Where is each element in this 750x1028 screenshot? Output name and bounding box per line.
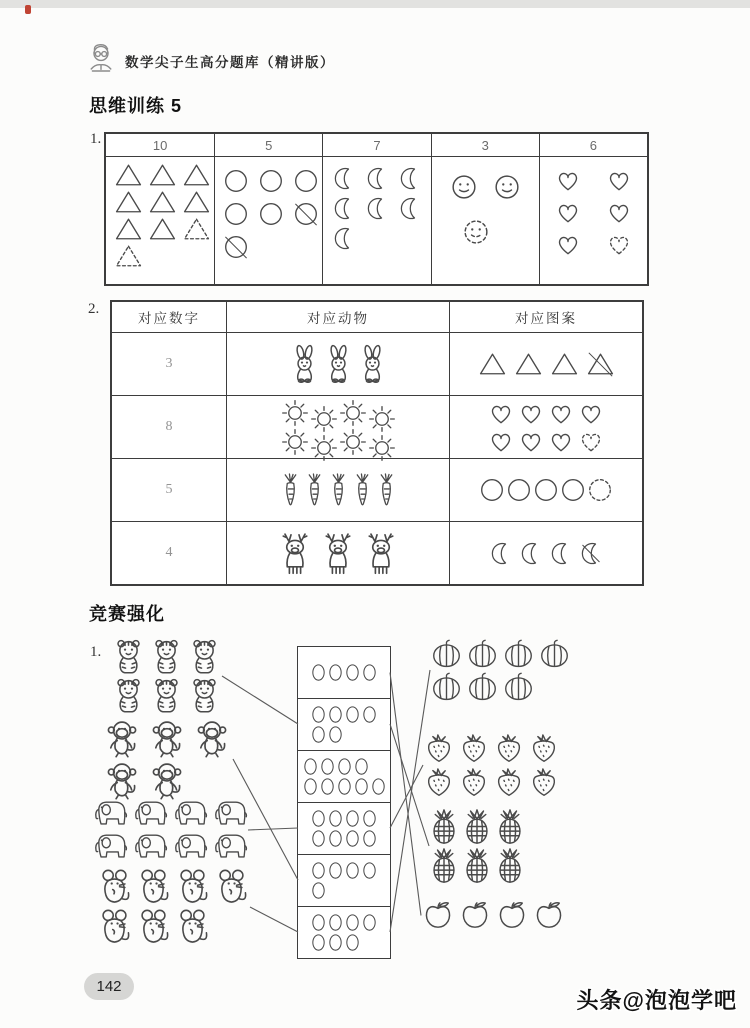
monkey-shape bbox=[101, 760, 143, 800]
table-row bbox=[112, 459, 642, 522]
circle-shape bbox=[258, 201, 284, 227]
match-line bbox=[248, 828, 298, 830]
heart-shape bbox=[487, 400, 515, 426]
heart-shape bbox=[517, 428, 545, 454]
book-title: 数学尖子生高分题库（精讲版） bbox=[125, 54, 335, 70]
oval-shape bbox=[371, 777, 386, 796]
oval-shape bbox=[311, 913, 326, 932]
sun-shape bbox=[310, 405, 338, 433]
circle-shape bbox=[293, 168, 319, 194]
tiger-shape bbox=[111, 677, 146, 714]
elephant-shape bbox=[211, 831, 248, 862]
pineapple-shape bbox=[429, 808, 459, 845]
oval-shape bbox=[337, 777, 352, 796]
heart-dashed-shape bbox=[577, 428, 605, 454]
oval-shape bbox=[311, 829, 326, 848]
count-label: 10 bbox=[152, 137, 168, 153]
smiley-shape bbox=[493, 173, 521, 201]
mouse-shape bbox=[175, 908, 211, 946]
oval-shape bbox=[311, 861, 326, 880]
oval-shape bbox=[328, 809, 343, 828]
mascot-reading-icon bbox=[86, 42, 116, 79]
count-label: 6 bbox=[539, 134, 647, 156]
smiley-dashed-shape bbox=[462, 218, 490, 246]
carrot-cell bbox=[226, 459, 449, 522]
moon-shape bbox=[400, 166, 420, 191]
oval-shape bbox=[362, 829, 377, 848]
triangle-shape bbox=[114, 189, 143, 215]
match-line bbox=[390, 765, 423, 828]
oval-shape bbox=[311, 809, 326, 828]
oval-shape bbox=[303, 757, 318, 776]
strawberry-shape bbox=[423, 732, 455, 764]
count-label: 7 bbox=[322, 134, 430, 156]
heart-shape bbox=[554, 167, 582, 193]
count-box-8 bbox=[298, 802, 390, 854]
pumpkin-shape bbox=[430, 671, 463, 702]
smiley-cell bbox=[431, 157, 539, 284]
oval-shape bbox=[345, 861, 360, 880]
number-cell: 8 bbox=[112, 396, 226, 459]
strawberry-shape bbox=[528, 732, 560, 764]
oval-shape bbox=[354, 757, 369, 776]
scan-artifact-dot bbox=[25, 5, 31, 14]
oval-shape bbox=[311, 663, 326, 682]
exercise2-header-row bbox=[112, 302, 642, 333]
moon-shape bbox=[367, 166, 387, 191]
moon-shape bbox=[400, 196, 420, 221]
pumpkin-shape bbox=[430, 638, 463, 669]
apple-group bbox=[421, 900, 566, 931]
pumpkin-group bbox=[430, 638, 571, 702]
heart-cell bbox=[539, 157, 647, 284]
heart-shape bbox=[554, 231, 582, 257]
exercise1-body-row bbox=[106, 157, 647, 284]
rabbit-shape bbox=[289, 344, 320, 385]
sun-shape bbox=[281, 399, 309, 427]
oval-shape bbox=[337, 757, 352, 776]
column-header-animal: 对应动物 bbox=[226, 302, 449, 333]
strawberry-shape bbox=[493, 732, 525, 764]
triangle-shape bbox=[182, 189, 211, 215]
table-row bbox=[112, 522, 642, 584]
oval-shape bbox=[328, 913, 343, 932]
table-row bbox=[112, 396, 642, 459]
heart-shape bbox=[605, 167, 633, 193]
oval-shape bbox=[345, 663, 360, 682]
tiger-shape bbox=[187, 638, 222, 675]
pumpkin-shape bbox=[502, 638, 535, 669]
apple-shape bbox=[495, 900, 529, 931]
monkey-shape bbox=[101, 718, 143, 758]
carrot-shape bbox=[304, 472, 325, 508]
circle-shape bbox=[258, 168, 284, 194]
number-cell: 3 bbox=[112, 333, 226, 396]
pineapple-shape bbox=[462, 847, 492, 884]
elephant-shape bbox=[211, 798, 248, 829]
oval-shape bbox=[362, 861, 377, 880]
circle-shape bbox=[479, 477, 505, 503]
number-cell: 4 bbox=[165, 545, 173, 560]
pineapple-shape bbox=[495, 847, 525, 884]
moon-shape bbox=[334, 196, 354, 221]
monkey-shape bbox=[146, 760, 188, 800]
match-line bbox=[390, 670, 430, 932]
match-line bbox=[390, 673, 421, 916]
oval-shape bbox=[345, 913, 360, 932]
triangle-shape bbox=[514, 351, 543, 377]
match-line bbox=[222, 676, 298, 724]
deer-shape bbox=[361, 532, 401, 575]
pumpkin-shape bbox=[466, 638, 499, 669]
oval-shape bbox=[311, 725, 326, 744]
carrot-shape bbox=[376, 472, 397, 508]
triangle-pattern-cell bbox=[449, 333, 642, 396]
strawberry-shape bbox=[458, 766, 490, 798]
matching-exercise bbox=[85, 638, 665, 974]
moon-shape bbox=[367, 196, 387, 221]
count-box-5 bbox=[298, 854, 390, 906]
section-title-thinking-training: 思维训练 5 bbox=[89, 96, 183, 116]
circle-pattern-cell bbox=[449, 459, 642, 522]
heart-shape bbox=[577, 400, 605, 426]
monkey-shape bbox=[191, 718, 233, 758]
triangle-shape bbox=[114, 216, 143, 242]
heart-shape bbox=[487, 428, 515, 454]
pineapple-shape bbox=[462, 808, 492, 845]
triangle-shape bbox=[114, 162, 143, 188]
deer-cell bbox=[226, 522, 449, 584]
smiley-shape bbox=[450, 173, 478, 201]
watermark: 头条@泡泡学吧 bbox=[576, 988, 737, 1013]
tiger-shape bbox=[111, 638, 146, 675]
pumpkin-shape bbox=[538, 638, 571, 669]
strawberry-shape bbox=[458, 732, 490, 764]
oval-shape bbox=[345, 933, 360, 952]
column-header-pattern: 对应图案 bbox=[449, 302, 642, 333]
circle-shape bbox=[560, 477, 586, 503]
triangle-dashed-shape bbox=[114, 243, 143, 269]
exercise2-rows bbox=[112, 333, 642, 584]
strawberry-shape bbox=[423, 766, 455, 798]
deer-shape bbox=[275, 532, 315, 575]
pumpkin-shape bbox=[502, 671, 535, 702]
elephant-shape bbox=[91, 831, 128, 862]
pineapple-shape bbox=[429, 847, 459, 884]
book-header bbox=[86, 42, 335, 79]
oval-shape bbox=[320, 757, 335, 776]
tiger-shape bbox=[187, 677, 222, 714]
sun-shape bbox=[339, 428, 367, 456]
circle-crossed-shape bbox=[293, 201, 319, 227]
heart-pattern-cell bbox=[449, 396, 642, 459]
mouse-shape bbox=[97, 908, 133, 946]
heart-shape bbox=[547, 400, 575, 426]
oval-shape bbox=[311, 705, 326, 724]
heart-shape bbox=[517, 400, 545, 426]
strawberry-group bbox=[423, 732, 560, 798]
number-cell: 5 bbox=[112, 459, 226, 522]
elephant-shape bbox=[171, 798, 208, 829]
count-box-6 bbox=[298, 698, 390, 750]
count-box-9 bbox=[298, 750, 390, 802]
tiger-shape bbox=[149, 677, 184, 714]
count-box-7 bbox=[298, 906, 390, 958]
moon-pattern-cell bbox=[449, 522, 642, 584]
triangle-cell bbox=[106, 157, 214, 284]
circle-dashed-shape bbox=[587, 477, 613, 503]
oval-shape bbox=[328, 705, 343, 724]
moon-cell bbox=[322, 157, 430, 284]
carrot-shape bbox=[352, 472, 373, 508]
oval-shape bbox=[328, 829, 343, 848]
oval-shape bbox=[303, 777, 318, 796]
oval-shape bbox=[345, 809, 360, 828]
moon-shape bbox=[521, 541, 541, 566]
moon-shape bbox=[551, 541, 571, 566]
heart-shape bbox=[605, 199, 633, 225]
oval-shape bbox=[362, 705, 377, 724]
moon-shape bbox=[334, 226, 354, 251]
circle-shape bbox=[533, 477, 559, 503]
heart-dashed-shape bbox=[605, 231, 633, 257]
mouse-shape bbox=[214, 868, 250, 906]
heart-shape bbox=[554, 199, 582, 225]
carrot-shape bbox=[280, 472, 301, 508]
circle-cell bbox=[214, 157, 322, 284]
pumpkin-shape bbox=[466, 671, 499, 702]
sun-shape bbox=[368, 434, 396, 462]
mouse-shape bbox=[175, 868, 211, 906]
exercise1-table bbox=[104, 132, 649, 286]
triangle-shape bbox=[478, 351, 507, 377]
elephant-shape bbox=[91, 798, 128, 829]
circle-shape bbox=[223, 201, 249, 227]
mouse-shape bbox=[97, 868, 133, 906]
tiger-group bbox=[111, 638, 222, 714]
rabbit-shape bbox=[357, 344, 388, 385]
count-label: 5 bbox=[214, 134, 322, 156]
elephant-shape bbox=[131, 798, 168, 829]
mouse-group bbox=[97, 868, 250, 946]
monkey-group bbox=[101, 718, 233, 800]
exercise3-label: 1. bbox=[90, 644, 102, 660]
strawberry-shape bbox=[528, 766, 560, 798]
triangle-shape bbox=[148, 162, 177, 188]
mouse-shape bbox=[136, 908, 172, 946]
count-label: 3 bbox=[431, 134, 539, 156]
exercise1-label: 1. bbox=[90, 131, 102, 147]
circle-crossed-shape bbox=[223, 234, 249, 260]
oval-shape bbox=[345, 829, 360, 848]
elephant-shape bbox=[131, 831, 168, 862]
circle-shape bbox=[506, 477, 532, 503]
apple-shape bbox=[458, 900, 492, 931]
oval-shape bbox=[311, 881, 326, 900]
exercise2-table bbox=[110, 300, 644, 586]
count-boxes-column bbox=[297, 646, 391, 959]
triangle-shape bbox=[550, 351, 579, 377]
oval-shape bbox=[362, 663, 377, 682]
moon-shape bbox=[334, 166, 354, 191]
deer-shape bbox=[318, 532, 358, 575]
count-box-4 bbox=[298, 647, 390, 698]
triangle-crossed-shape bbox=[586, 351, 615, 377]
page-number-badge: 142 bbox=[84, 973, 134, 1000]
oval-shape bbox=[328, 663, 343, 682]
strawberry-shape bbox=[493, 766, 525, 798]
sun-shape bbox=[281, 428, 309, 456]
exercise1-header-row bbox=[106, 134, 647, 157]
rabbit-shape bbox=[323, 344, 354, 385]
moon-shape bbox=[491, 541, 511, 566]
section-title-competition: 竞赛强化 bbox=[89, 604, 165, 624]
match-line bbox=[250, 907, 298, 932]
moon-crossed-shape bbox=[581, 541, 601, 566]
circle-shape bbox=[223, 168, 249, 194]
oval-shape bbox=[362, 809, 377, 828]
sun-shape bbox=[310, 434, 338, 462]
apple-shape bbox=[421, 900, 455, 931]
oval-shape bbox=[328, 933, 343, 952]
triangle-shape bbox=[182, 162, 211, 188]
table-row bbox=[112, 333, 642, 396]
pineapple-group bbox=[429, 808, 525, 884]
sun-shape bbox=[368, 405, 396, 433]
oval-shape bbox=[320, 777, 335, 796]
oval-shape bbox=[328, 861, 343, 880]
mouse-shape bbox=[136, 868, 172, 906]
elephant-shape bbox=[171, 831, 208, 862]
rabbit-cell bbox=[226, 333, 449, 396]
exercise2-label: 2. bbox=[88, 301, 100, 317]
oval-shape bbox=[328, 725, 343, 744]
oval-shape bbox=[354, 777, 369, 796]
column-header-number: 对应数字 bbox=[112, 302, 226, 333]
triangle-shape bbox=[148, 189, 177, 215]
sun-cell bbox=[226, 396, 449, 459]
elephant-group bbox=[91, 798, 248, 862]
triangle-shape bbox=[148, 216, 177, 242]
sun-shape bbox=[339, 399, 367, 427]
oval-shape bbox=[311, 933, 326, 952]
oval-shape bbox=[345, 705, 360, 724]
monkey-shape bbox=[146, 718, 188, 758]
carrot-shape bbox=[328, 472, 349, 508]
triangle-dashed-shape bbox=[182, 216, 211, 242]
apple-shape bbox=[532, 900, 566, 931]
pineapple-shape bbox=[495, 808, 525, 845]
oval-shape bbox=[362, 913, 377, 932]
heart-shape bbox=[547, 428, 575, 454]
tiger-shape bbox=[149, 638, 184, 675]
